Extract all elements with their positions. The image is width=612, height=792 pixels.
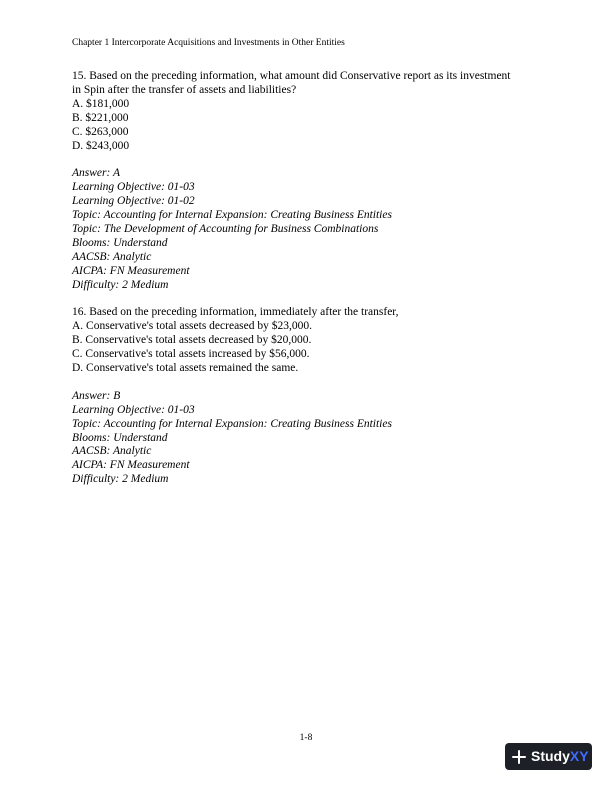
- answer-choice: A. $181,000: [72, 97, 130, 110]
- brand-name-xy: XY: [569, 748, 589, 764]
- blooms-level: Blooms: Understand: [72, 431, 168, 444]
- aicpa-tag: AICPA: FN Measurement: [72, 264, 190, 277]
- learning-objective: Learning Objective: 01-03: [72, 403, 195, 416]
- answer-choice: D. Conservative's total assets remained the same.: [72, 362, 299, 374]
- studyxy-badge[interactable]: [505, 743, 592, 770]
- brand-name: [531, 743, 589, 770]
- difficulty: Difficulty: 2 Medium: [72, 473, 169, 486]
- answer-key: Answer: B: [72, 389, 121, 402]
- learning-objective: Learning Objective: 01-02: [72, 195, 195, 208]
- topic: Topic: Accounting for Internal Expansion: Creating Business Entities: [72, 209, 392, 222]
- aicpa-tag: AICPA: FN Measurement: [72, 459, 190, 472]
- question-15: [72, 70, 542, 292]
- page-number: 1-8: [299, 733, 313, 743]
- answer-choice: B. Conservative's total assets decreased by $20,000.: [72, 334, 312, 347]
- answer-choice: C. $263,000: [72, 125, 129, 138]
- question-16: [72, 306, 542, 487]
- answer-choice: C. Conservative's total assets increased by $56,000.: [72, 348, 310, 361]
- question-stem-line: 15. Based on the preceding information, what amount did Conservative report as its investment: [72, 70, 511, 82]
- answer-key: Answer: A: [72, 167, 121, 180]
- page-content: [72, 70, 542, 487]
- difficulty: Difficulty: 2 Medium: [72, 278, 169, 291]
- plus-icon: [512, 750, 526, 764]
- blooms-level: Blooms: Understand: [72, 236, 168, 249]
- running-header: Chapter 1 Intercorporate Acquisitions and Investments in Other Entities: [72, 38, 345, 48]
- learning-objective: Learning Objective: 01-03: [72, 181, 195, 194]
- question-stem-line: in Spin after the transfer of assets and liabilities?: [72, 83, 297, 96]
- aacsb-tag: AACSB: Analytic: [72, 250, 152, 263]
- answer-choice: B. $221,000: [72, 111, 129, 124]
- topic: Topic: Accounting for Internal Expansion: Creating Business Entities: [72, 417, 392, 430]
- aacsb-tag: AACSB: Analytic: [72, 445, 152, 458]
- topic: Topic: The Development of Accounting for Business Combinations: [72, 222, 379, 235]
- question-stem-line: 16. Based on the preceding information, immediately after the transfer,: [72, 306, 399, 319]
- brand-name-study: Study: [531, 748, 570, 764]
- answer-choice: A. Conservative's total assets decreased by $23,000.: [72, 320, 313, 333]
- answer-choice: D. $243,000: [72, 139, 130, 152]
